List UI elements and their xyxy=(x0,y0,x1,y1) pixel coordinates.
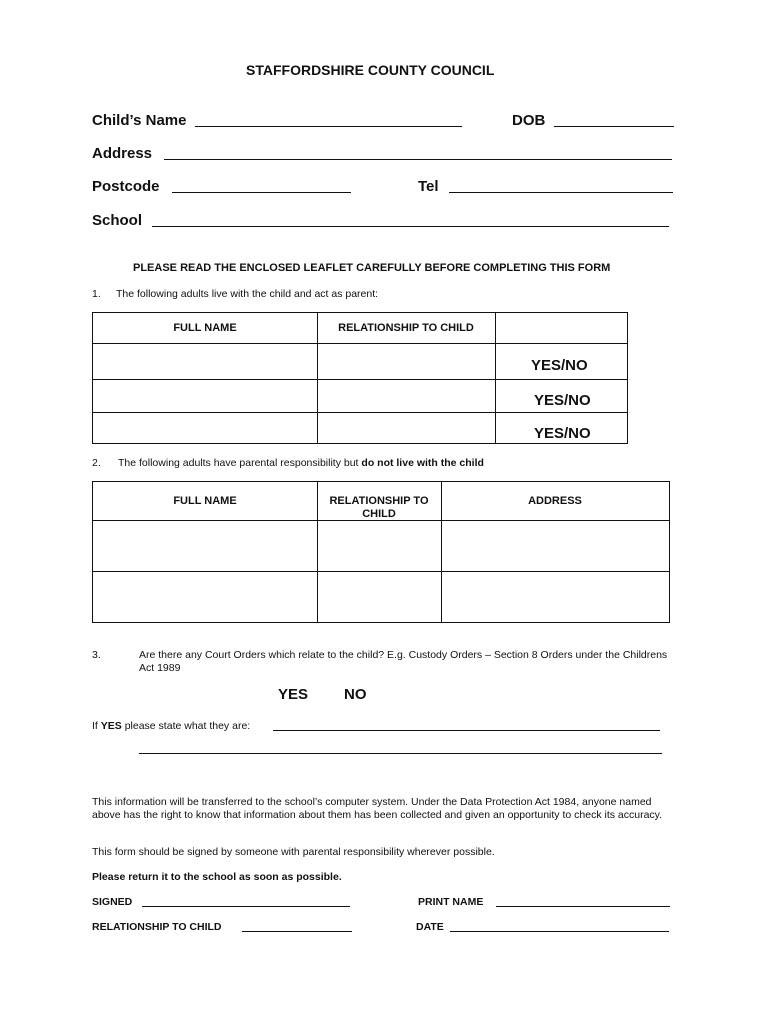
relationship-label: RELATIONSHIP TO CHILD xyxy=(92,921,222,933)
court-orders-field-line2[interactable] xyxy=(139,753,662,754)
s2-row2-full-name[interactable] xyxy=(94,572,316,622)
col-full-name: FULL NAME xyxy=(173,322,237,334)
signed-field[interactable] xyxy=(142,906,350,907)
if-yes-label: If YES please state what they are: xyxy=(92,720,251,732)
s2-row2-address[interactable] xyxy=(442,572,669,622)
print-name-label: PRINT NAME xyxy=(418,896,484,908)
s1-row3-relationship[interactable] xyxy=(318,413,494,443)
relationship-field[interactable] xyxy=(242,931,352,932)
s2-row2-relationship[interactable] xyxy=(318,572,440,622)
no-option[interactable]: NO xyxy=(344,686,367,703)
child-name-label: Child’s Name xyxy=(92,112,187,129)
if-yes-bold: YES xyxy=(100,720,122,732)
dob-label: DOB xyxy=(512,112,546,129)
print-name-field[interactable] xyxy=(496,906,670,907)
postcode-label: Postcode xyxy=(92,178,160,195)
section2-number: 2. xyxy=(92,457,101,469)
section1-table xyxy=(92,312,628,444)
instruction-notice: PLEASE READ THE ENCLOSED LEAFLET CAREFULLY BEFORE COMPLETING THIS FORM xyxy=(133,262,611,274)
section3-question: Are there any Court Orders which relate to the child? E.g. Custody Orders – Section 8 Orders under the Childrens Act 1989 xyxy=(139,649,668,674)
s1-row3-full-name[interactable] xyxy=(94,413,316,443)
dob-field[interactable] xyxy=(554,112,674,127)
address-label: Address xyxy=(92,145,153,162)
signed-label: SIGNED xyxy=(92,896,133,908)
s2-row1-relationship[interactable] xyxy=(318,521,440,570)
s2-row1-full-name[interactable] xyxy=(94,521,316,570)
s1-row1-full-name[interactable] xyxy=(94,344,316,378)
s1-row2-yes-no[interactable]: YES/NO xyxy=(534,392,591,409)
col-address: ADDRESS xyxy=(528,495,582,507)
s1-row2-full-name[interactable] xyxy=(94,380,316,411)
s1-row1-relationship[interactable] xyxy=(318,344,494,378)
date-label: DATE xyxy=(416,921,444,933)
tel-field[interactable] xyxy=(449,178,673,193)
s1-row3-yes-no[interactable]: YES/NO xyxy=(534,425,591,442)
page-title: STAFFORDSHIRE COUNTY COUNCIL xyxy=(246,62,495,78)
s1-row1-yes-no[interactable]: YES/NO xyxy=(531,357,588,374)
section2-text: The following adults have parental responsibility but do not live with the child xyxy=(118,457,484,469)
s1-row2-relationship[interactable] xyxy=(318,380,494,411)
section3-number: 3. xyxy=(92,649,101,661)
section1-number: 1. xyxy=(92,288,101,300)
data-protection-notice: This information will be transferred to the school’s computer system. Under the Data Protection Act 1984, anyone named above has the right to know that information about them has been collected and given an opportunity to check its accuracy. xyxy=(92,796,663,821)
yes-option[interactable]: YES xyxy=(278,686,309,703)
s2-row1-address[interactable] xyxy=(442,521,669,570)
section2-table xyxy=(92,481,670,623)
signature-note: This form should be signed by someone with parental responsibility wherever possible. xyxy=(92,846,495,858)
tel-label: Tel xyxy=(418,178,439,195)
postcode-field[interactable] xyxy=(172,178,351,193)
col-relationship: RELATIONSHIP TO CHILD xyxy=(338,322,474,334)
section2-text-bold: do not live with the child xyxy=(361,457,484,469)
child-name-field[interactable] xyxy=(195,112,462,127)
date-field[interactable] xyxy=(450,931,669,932)
school-label: School xyxy=(92,212,143,229)
address-field[interactable] xyxy=(164,145,672,160)
school-field[interactable] xyxy=(152,212,669,227)
return-note: Please return it to the school as soon as possible. xyxy=(92,871,342,883)
col-relationship: RELATIONSHIP TO CHILD xyxy=(329,495,429,520)
col-full-name: FULL NAME xyxy=(173,495,237,507)
section1-text: The following adults live with the child and act as parent: xyxy=(116,288,379,300)
court-orders-field-line1[interactable] xyxy=(273,730,660,731)
